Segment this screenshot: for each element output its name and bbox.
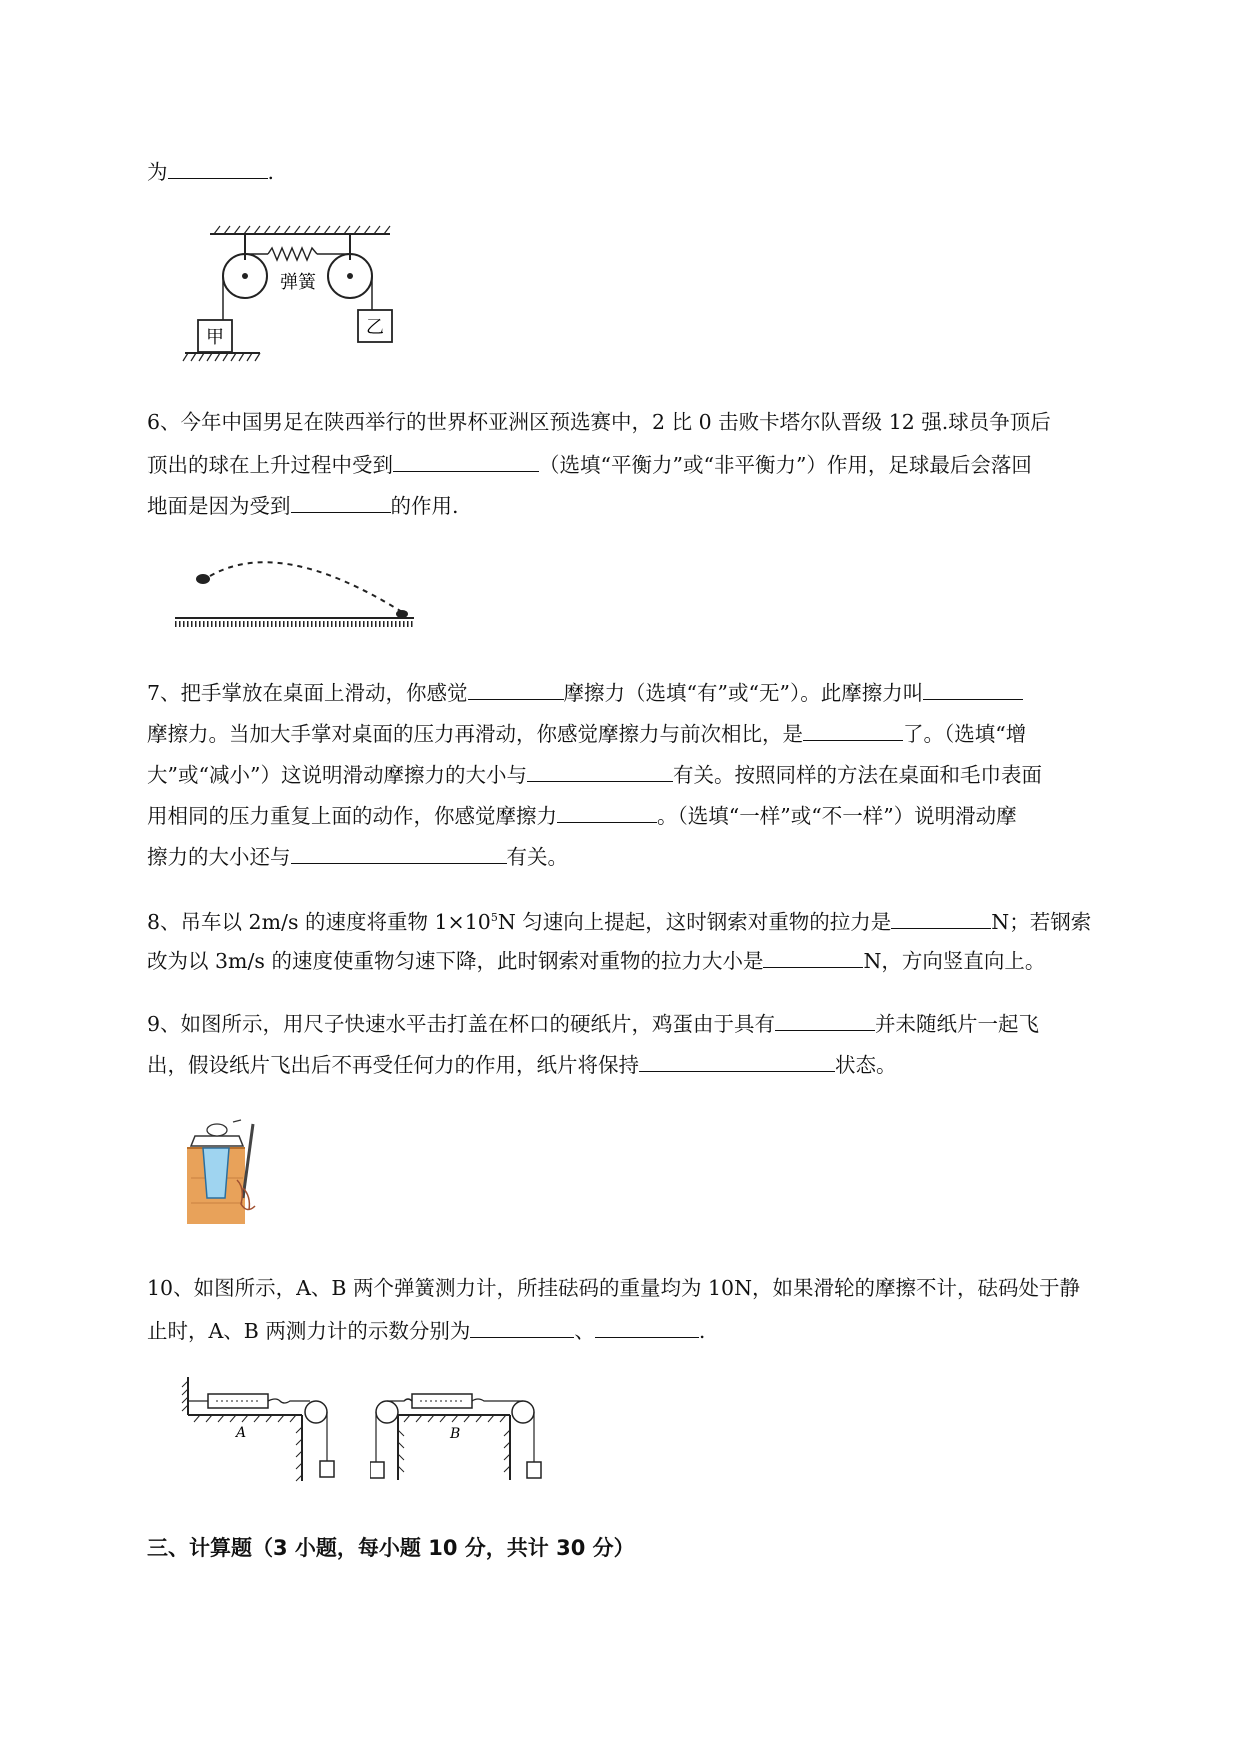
block-yi-label: 乙 [366, 317, 384, 338]
spring-label: 弹簧 [280, 272, 316, 293]
q6-blank-2[interactable] [291, 490, 391, 513]
q8-line-2: 改为以 3m/s 的速度使重物匀速下降，此时钢索对重物的拉力大小是 N，方向竖直向上。 [147, 945, 1045, 975]
spring-scale-figure-a [180, 1375, 340, 1485]
q8-line-1: 8、吊车以 2m/s 的速度将重物 $1\times 10^5N$ 匀速向上提起，这时钢索对重物的拉力是 N；若钢索 [147, 904, 1091, 936]
q7-blank-6[interactable] [291, 841, 507, 864]
q7-line-2: 摩擦力。当加大手掌对桌面的压力再滑动，你感觉摩擦力与前次相比，是 了。（选填“增 [147, 718, 1026, 748]
q7-blank-2[interactable] [923, 677, 1023, 700]
q5-answer-blank[interactable] [168, 156, 268, 179]
block-jia-label: 甲 [206, 327, 224, 348]
q9-line-2: 出，假设纸片飞出后不再受任何力的作用，纸片将保持 状态。 [147, 1049, 897, 1079]
q7-blank-3[interactable] [803, 718, 903, 741]
q10-blank-b[interactable] [595, 1315, 699, 1338]
scale-a-label: A [236, 1425, 247, 1441]
q6-line-2: 顶出的球在上升过程中受到 （选填“平衡力”或“非平衡力”）作用，足球最后会落回 [147, 449, 1032, 479]
q10-blank-a[interactable] [470, 1315, 574, 1338]
q8-blank-1[interactable] [891, 906, 991, 929]
q7-blank-5[interactable] [557, 800, 657, 823]
q7-blank-1[interactable] [468, 677, 564, 700]
q7-blank-4[interactable] [527, 759, 673, 782]
q7-line-4: 用相同的压力重复上面的动作，你感觉摩擦力 。（选填“一样”或“不一样”）说明滑动摩 [147, 800, 1017, 830]
q10-line-2: 止时，A、B 两测力计的示数分别为 、 . [147, 1315, 705, 1345]
q6-line-3: 地面是因为受到 的作用. [147, 490, 459, 520]
spring-scale-figure-b [370, 1380, 550, 1485]
q5-tail-line: 为 . [147, 156, 274, 186]
q9-line-1: 9、如图所示，用尺子快速水平击打盖在杯口的硬纸片，鸡蛋由于具有 并未随纸片一起飞 [147, 1008, 1039, 1038]
pulley-spring-figure [180, 222, 400, 372]
q7-line-1: 7、把手掌放在桌面上滑动，你感觉 摩擦力（选填“有”或“无”）。此摩擦力叫 [147, 677, 1023, 707]
q9-blank-1[interactable] [775, 1008, 875, 1031]
q7-line-5: 擦力的大小还与 有关。 [147, 841, 568, 871]
scale-b-label: B [450, 1426, 461, 1442]
q6-blank-1[interactable] [393, 449, 539, 472]
section-3-heading: 三、计算题（3 小题，每小题 10 分，共计 30 分） [147, 1536, 635, 1560]
q7-line-3: 大”或“减小”）这说明滑动摩擦力的大小与 有关。按照同样的方法在桌面和毛巾表面 [147, 759, 1042, 789]
q6-line-1: 6、今年中国男足在陕西举行的世界杯亚洲区预选赛中，2 比 0 击败卡塔尔队晋级 12 强.球员争顶后 [147, 410, 1051, 434]
q10-line-1: 10、如图所示，A、B 两个弹簧测力计，所挂砝码的重量均为 10N，如果滑轮的摩擦不计，砝码处于静 [147, 1276, 1081, 1300]
q8-blank-2[interactable] [763, 945, 863, 968]
ball-trajectory-figure [170, 550, 420, 630]
cup-card-figure [185, 1118, 285, 1228]
q9-blank-2[interactable] [639, 1049, 835, 1072]
